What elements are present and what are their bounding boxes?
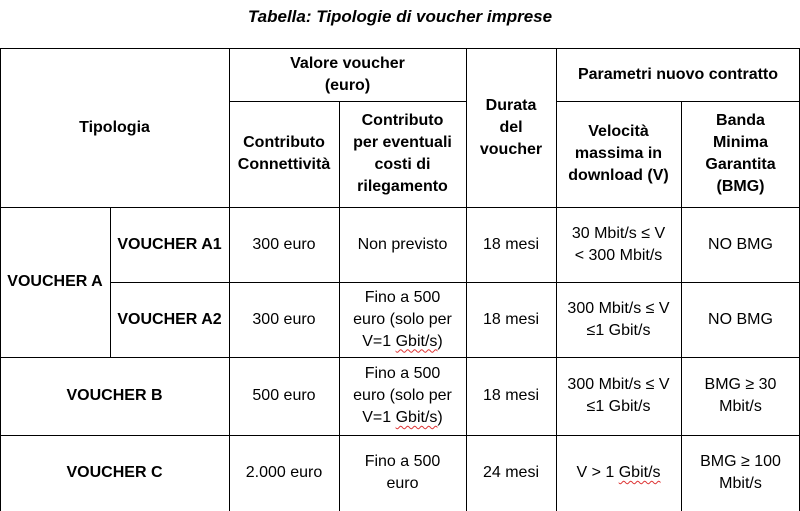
row-c-durata: 24 mesi (482, 464, 540, 481)
row-c-velocita-text: V > 1 (576, 464, 619, 481)
gridline (0, 49, 1, 511)
row-c-velocita (556, 435, 681, 511)
row-name-c: VOUCHER C (66, 464, 163, 481)
row-a2-rilegamento-close: ) (437, 332, 443, 350)
row-name-a1: VOUCHER A1 (117, 235, 222, 253)
header-contributo-rilegamento: Contributo per eventuali costi di rilegamento (353, 112, 452, 195)
gridline (0, 207, 800, 208)
gridline (556, 49, 557, 511)
header-banda: Banda Minima Garantita (BMG) (705, 112, 776, 195)
row-b-velocita: 300 Mbit/s ≤ V ≤1 Gbit/s (567, 376, 670, 415)
row-name-b: VOUCHER B (66, 387, 163, 404)
row-b-banda: BMG ≥ 30 Mbit/s (704, 376, 777, 415)
header-velocita: Velocità massima in download (V) (568, 123, 669, 184)
gridline (110, 207, 111, 357)
row-c-rilegamento: Fino a 500 euro (364, 453, 441, 492)
header-durata: Durata del voucher (479, 97, 543, 158)
row-b-rilegamento-close: ) (437, 409, 443, 426)
row-a2-durata: 18 mesi (482, 310, 540, 328)
gridline (0, 435, 800, 436)
row-b-connettivita: 500 euro (252, 387, 316, 404)
gridline (0, 357, 800, 358)
row-a1-velocita: 30 Mbit/s ≤ V < 300 Mbit/s (571, 224, 666, 264)
gridline (229, 101, 466, 102)
header-contributo-connettivita: Contributo Connettività (237, 134, 331, 173)
gridline (466, 49, 467, 511)
row-c-velocita-unit: Gbit/s (618, 464, 661, 481)
header-parametri: Parametri nuovo contratto (577, 66, 779, 83)
row-b-rilegamento (339, 357, 466, 435)
header-valore-voucher: Valore voucher (euro) (290, 55, 405, 94)
row-b-durata: 18 mesi (482, 387, 540, 404)
row-a2-velocita: 300 Mbit/s ≤ V ≤1 Gbit/s (567, 299, 670, 339)
row-a2-rilegamento (339, 282, 466, 357)
gridline (229, 49, 230, 511)
row-a2-connettivita: 300 euro (252, 310, 316, 328)
row-a2-banda: NO BMG (708, 310, 773, 328)
table-title: Tabella: Tipologie di voucher imprese (247, 7, 553, 26)
row-b-rilegamento-unit: Gbit/s (395, 409, 438, 426)
gridline (110, 282, 800, 283)
row-name-a2: VOUCHER A2 (117, 310, 222, 328)
gridline (339, 101, 340, 511)
row-a2-rilegamento-unit: Gbit/s (395, 332, 438, 350)
voucher-table (0, 48, 800, 511)
row-a1-durata: 18 mesi (482, 235, 540, 253)
gridline (556, 101, 800, 102)
row-a1-connettivita: 300 euro (252, 235, 316, 253)
row-a1-banda: NO BMG (708, 235, 773, 253)
row-a1-rilegamento: Non previsto (357, 235, 448, 253)
row-b-rilegamento-text: Fino a 500 euro (solo per V=1 (353, 365, 452, 426)
row-a2-rilegamento-text: Fino a 500 euro (solo per V=1 (353, 288, 452, 350)
group-voucher-a: VOUCHER A (7, 273, 103, 290)
gridline (681, 101, 682, 511)
row-c-connettivita: 2.000 euro (245, 464, 323, 481)
row-c-banda: BMG ≥ 100 Mbit/s (700, 453, 781, 492)
header-tipologia: Tipologia (79, 119, 150, 136)
